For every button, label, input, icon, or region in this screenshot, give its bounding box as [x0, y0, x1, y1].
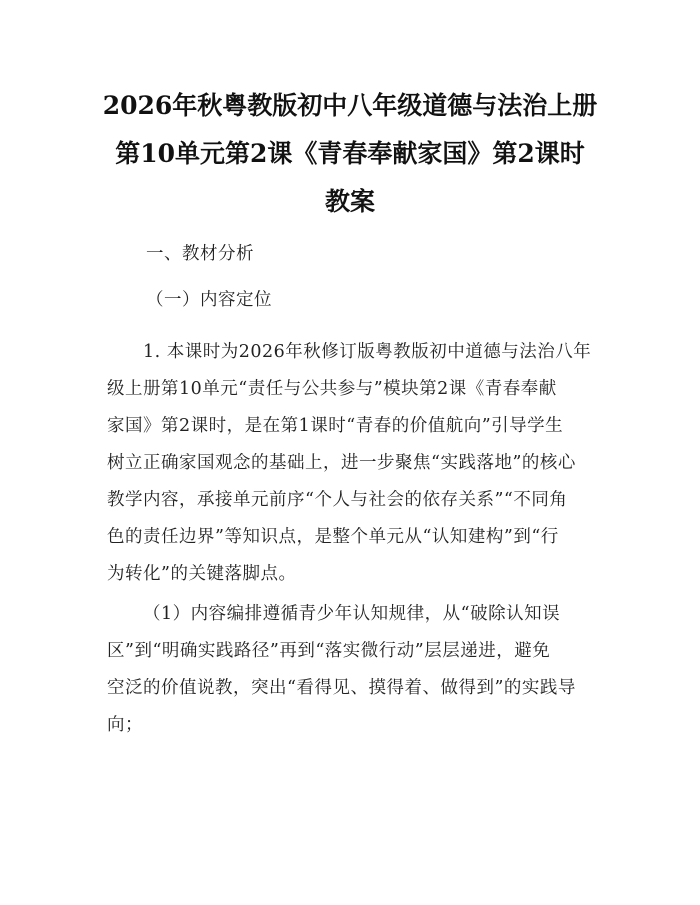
document-title [96, 82, 604, 226]
paragraph-line: 树立正确家国观念的基础上，进一步聚焦“实践落地”的核心 [107, 453, 576, 473]
section-heading: 一、教材分析 [146, 244, 254, 264]
paragraph-line: 向； [107, 715, 143, 735]
paragraph-line: 家国》第2课时，是在第1课时“青春的价值航向”引导学生 [107, 416, 564, 436]
paragraph-line: 空泛的价值说教，突出“看得见、摸得着、做得到”的实践导 [107, 678, 576, 698]
subsection-heading: （一）内容定位 [146, 290, 272, 310]
title-line-3: 教案 [324, 187, 375, 216]
paragraph-line: 色的责任边界”等知识点，是整个单元从“认知建构”到“行 [107, 527, 559, 547]
paragraph-line: 教学内容，承接单元前序“个人与社会的依存关系”“不同角 [107, 490, 568, 510]
paragraph-content-positioning [107, 334, 605, 593]
title-line-1: 2026年秋粤教版初中八年级道德与法治上册 [102, 91, 598, 120]
paragraph-line: （1）内容编排遵循青少年认知规律，从“破除认知误 [143, 604, 561, 624]
paragraph-line: 级上册第10单元“责任与公共参与”模块第2课《青春奉献 [107, 379, 557, 399]
paragraph-line: 为转化”的关键落脚点。 [107, 564, 297, 584]
paragraph-content-arrangement [107, 596, 605, 744]
title-line-2: 第10单元第2课《青春奉献家国》第2课时 [115, 139, 585, 168]
paragraph-line: 区”到“明确实践路径”再到“落实微行动”层层递进，避免 [107, 641, 551, 661]
paragraph-line: 1. 本课时为2026年秋修订版粤教版初中道德与法治八年 [143, 342, 592, 362]
